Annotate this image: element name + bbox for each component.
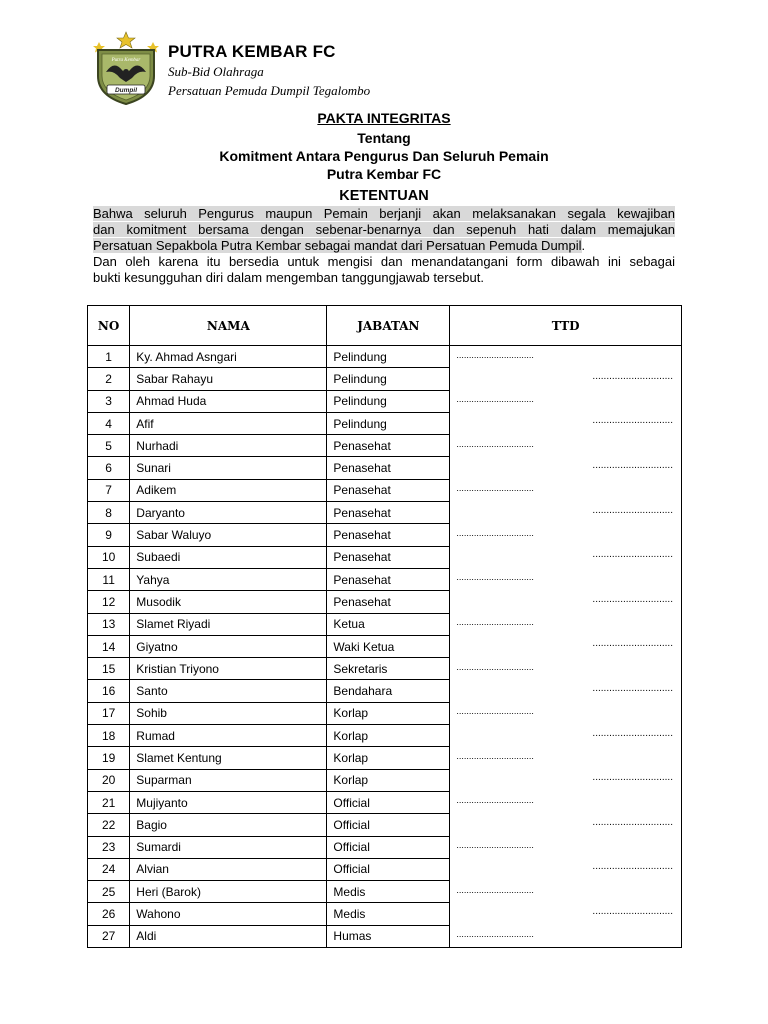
signature-line: ............................. bbox=[592, 459, 673, 471]
cell-no: 10 bbox=[88, 546, 130, 568]
cell-ttd[interactable] bbox=[450, 635, 682, 657]
cell-nama: Alvian bbox=[130, 858, 327, 880]
table-row bbox=[88, 412, 682, 434]
cell-jabatan: Penasehat bbox=[327, 591, 450, 613]
cell-no: 24 bbox=[88, 858, 130, 880]
cell-jabatan: Penasehat bbox=[327, 502, 450, 524]
cell-jabatan: Korlap bbox=[327, 702, 450, 724]
cell-no: 5 bbox=[88, 435, 130, 457]
cell-jabatan: Penasehat bbox=[327, 457, 450, 479]
cell-ttd[interactable] bbox=[450, 568, 682, 590]
paragraph-line: dan komitment bersama dengan sebenar-benarnya dan sepenuh hati dalam memajukan bbox=[93, 222, 675, 238]
cell-jabatan: Pelindung bbox=[327, 368, 450, 390]
cell-nama: Heri (Barok) bbox=[130, 881, 327, 903]
cell-nama: Subaedi bbox=[130, 546, 327, 568]
signature-line: ............................. bbox=[592, 682, 673, 694]
table-row bbox=[88, 479, 682, 501]
cell-jabatan: Bendahara bbox=[327, 680, 450, 702]
cell-ttd[interactable] bbox=[450, 881, 682, 903]
table-row bbox=[88, 591, 682, 613]
cell-no: 14 bbox=[88, 635, 130, 657]
table-row bbox=[88, 613, 682, 635]
table-row bbox=[88, 546, 682, 568]
cell-no: 19 bbox=[88, 747, 130, 769]
signature-line: ............................... bbox=[456, 438, 534, 449]
cell-jabatan: Pelindung bbox=[327, 412, 450, 434]
cell-jabatan: Penasehat bbox=[327, 479, 450, 501]
table-row bbox=[88, 858, 682, 880]
cell-no: 25 bbox=[88, 881, 130, 903]
table-row bbox=[88, 791, 682, 813]
header-nama: NAMA bbox=[130, 306, 327, 346]
cell-ttd[interactable] bbox=[450, 791, 682, 813]
table-row bbox=[88, 658, 682, 680]
table-row bbox=[88, 346, 682, 368]
signature-line: ............................. bbox=[592, 549, 673, 561]
cell-nama: Slamet Kentung bbox=[130, 747, 327, 769]
cell-jabatan: Official bbox=[327, 836, 450, 858]
cell-ttd[interactable] bbox=[450, 368, 682, 390]
cell-nama: Sabar Rahayu bbox=[130, 368, 327, 390]
header-no: NO bbox=[88, 306, 130, 346]
cell-no: 9 bbox=[88, 524, 130, 546]
cell-jabatan: Official bbox=[327, 814, 450, 836]
signature-line: ............................... bbox=[456, 706, 534, 717]
signature-line: ............................. bbox=[592, 415, 673, 427]
cell-nama: Suparman bbox=[130, 769, 327, 791]
table-row bbox=[88, 747, 682, 769]
paragraph-declaration bbox=[93, 254, 675, 286]
cell-no: 4 bbox=[88, 412, 130, 434]
org-subtitle-1: Sub-Bid Olahraga bbox=[168, 64, 264, 79]
cell-ttd[interactable] bbox=[450, 479, 682, 501]
cell-ttd[interactable] bbox=[450, 725, 682, 747]
cell-no: 18 bbox=[88, 725, 130, 747]
cell-jabatan: Korlap bbox=[327, 747, 450, 769]
doc-title: PAKTA INTEGRITAS bbox=[317, 110, 451, 126]
table-row bbox=[88, 457, 682, 479]
cell-ttd[interactable] bbox=[450, 747, 682, 769]
cell-jabatan: Humas bbox=[327, 925, 450, 947]
cell-jabatan: Ketua bbox=[327, 613, 450, 635]
cell-jabatan: Medis bbox=[327, 903, 450, 925]
org-subtitle-2: Persatuan Pemuda Dumpil Tegalombo bbox=[168, 83, 371, 98]
cell-jabatan: Pelindung bbox=[327, 346, 450, 368]
signature-line: ............................. bbox=[592, 504, 673, 516]
doc-subtitle-club: Putra Kembar FC bbox=[326, 166, 442, 182]
signature-line: ............................. bbox=[592, 370, 673, 382]
cell-no: 12 bbox=[88, 591, 130, 613]
cell-no: 2 bbox=[88, 368, 130, 390]
cell-no: 21 bbox=[88, 791, 130, 813]
table-row bbox=[88, 769, 682, 791]
cell-jabatan: Official bbox=[327, 858, 450, 880]
signature-line: ............................. bbox=[592, 772, 673, 784]
cell-nama: Slamet Riyadi bbox=[130, 613, 327, 635]
paragraph-line: Persatuan Sepakbola Putra Kembar sebagai mandat dari Persatuan Pemuda Dumpil. bbox=[93, 238, 586, 254]
cell-nama: Santo bbox=[130, 680, 327, 702]
cell-jabatan: Penasehat bbox=[327, 568, 450, 590]
cell-jabatan: Korlap bbox=[327, 725, 450, 747]
signature-line: ............................... bbox=[456, 483, 534, 494]
cell-nama: Giyatno bbox=[130, 635, 327, 657]
signature-line: ............................... bbox=[456, 394, 534, 405]
table-header-row bbox=[88, 306, 682, 346]
cell-nama: Ahmad Huda bbox=[130, 390, 327, 412]
cell-ttd[interactable] bbox=[450, 903, 682, 925]
cell-nama: Ky. Ahmad Asngari bbox=[130, 346, 327, 368]
cell-ttd[interactable] bbox=[450, 769, 682, 791]
table-row bbox=[88, 881, 682, 903]
signature-line: ............................. bbox=[592, 593, 673, 605]
signature-line: ............................... bbox=[456, 929, 534, 940]
signature-line: ............................. bbox=[592, 727, 673, 739]
table-row bbox=[88, 368, 682, 390]
cell-ttd[interactable] bbox=[450, 346, 682, 368]
signature-line: ............................... bbox=[456, 661, 534, 672]
cell-jabatan: Penasehat bbox=[327, 546, 450, 568]
table-row bbox=[88, 680, 682, 702]
cell-no: 11 bbox=[88, 568, 130, 590]
cell-no: 3 bbox=[88, 390, 130, 412]
cell-no: 20 bbox=[88, 769, 130, 791]
signature-line: ............................... bbox=[456, 795, 534, 806]
logo-text-top: Putra Kembar bbox=[111, 58, 141, 63]
cell-nama: Nurhadi bbox=[130, 435, 327, 457]
cell-nama: Yahya bbox=[130, 568, 327, 590]
cell-jabatan: Medis bbox=[327, 881, 450, 903]
cell-no: 13 bbox=[88, 613, 130, 635]
cell-nama: Adikem bbox=[130, 479, 327, 501]
logo-text-bottom: Dumpil bbox=[114, 87, 138, 94]
cell-nama: Sumardi bbox=[130, 836, 327, 858]
cell-nama: Rumad bbox=[130, 725, 327, 747]
cell-no: 16 bbox=[88, 680, 130, 702]
cell-nama: Aldi bbox=[130, 925, 327, 947]
cell-nama: Sunari bbox=[130, 457, 327, 479]
doc-subtitle-tentang: Tentang bbox=[357, 130, 411, 146]
cell-no: 15 bbox=[88, 658, 130, 680]
table-row bbox=[88, 702, 682, 724]
cell-nama: Bagio bbox=[130, 814, 327, 836]
header-ttd: TTD bbox=[450, 306, 682, 346]
cell-jabatan: Penasehat bbox=[327, 435, 450, 457]
table-row bbox=[88, 568, 682, 590]
cell-jabatan: Pelindung bbox=[327, 390, 450, 412]
signature-line: ............................. bbox=[592, 638, 673, 650]
cell-no: 7 bbox=[88, 479, 130, 501]
table-row bbox=[88, 390, 682, 412]
signature-line: ............................... bbox=[456, 617, 534, 628]
club-logo bbox=[92, 30, 160, 106]
paragraph-line: bukti kesungguhan diri dalam mengemban tanggungjawab tersebut. bbox=[93, 270, 484, 286]
cell-ttd[interactable] bbox=[450, 925, 682, 947]
org-name: PUTRA KEMBAR FC bbox=[168, 42, 336, 61]
signature-line: ............................... bbox=[456, 884, 534, 895]
paragraph-line: Dan oleh karena itu bersedia untuk mengisi dan menandatangani form dibawah ini sebagai bbox=[93, 254, 675, 269]
cell-ttd[interactable] bbox=[450, 814, 682, 836]
cell-no: 22 bbox=[88, 814, 130, 836]
table-row bbox=[88, 836, 682, 858]
cell-no: 1 bbox=[88, 346, 130, 368]
table-row bbox=[88, 502, 682, 524]
cell-jabatan: Penasehat bbox=[327, 524, 450, 546]
paragraph-commitment bbox=[93, 206, 675, 255]
table-row bbox=[88, 903, 682, 925]
cell-nama: Wahono bbox=[130, 903, 327, 925]
cell-no: 26 bbox=[88, 903, 130, 925]
signature-line: ............................... bbox=[456, 350, 534, 360]
table-row bbox=[88, 725, 682, 747]
cell-no: 23 bbox=[88, 836, 130, 858]
signature-line: ............................. bbox=[592, 905, 673, 917]
cell-nama: Sabar Waluyo bbox=[130, 524, 327, 546]
signature-line: ............................. bbox=[592, 816, 673, 828]
cell-ttd[interactable] bbox=[450, 435, 682, 457]
cell-no: 27 bbox=[88, 925, 130, 947]
signature-line: ............................... bbox=[456, 840, 534, 851]
cell-nama: Mujiyanto bbox=[130, 791, 327, 813]
table-row bbox=[88, 925, 682, 947]
signature-line: ............................... bbox=[456, 527, 534, 538]
cell-no: 17 bbox=[88, 702, 130, 724]
cell-nama: Musodik bbox=[130, 591, 327, 613]
cell-ttd[interactable] bbox=[450, 502, 682, 524]
table-row bbox=[88, 524, 682, 546]
header-jabatan: JABATAN bbox=[327, 306, 450, 346]
cell-ttd[interactable] bbox=[450, 658, 682, 680]
table-row bbox=[88, 435, 682, 457]
cell-ttd[interactable] bbox=[450, 680, 682, 702]
cell-ttd[interactable] bbox=[450, 457, 682, 479]
cell-nama: Afif bbox=[130, 412, 327, 434]
cell-ttd[interactable] bbox=[450, 613, 682, 635]
signature-line: ............................... bbox=[456, 572, 534, 583]
cell-ttd[interactable] bbox=[450, 412, 682, 434]
paragraph-line: Bahwa seluruh Pengurus maupun Pemain berjanji akan melaksanakan segala kewajiban bbox=[93, 206, 675, 221]
signature-table bbox=[87, 305, 682, 948]
cell-ttd[interactable] bbox=[450, 836, 682, 858]
cell-nama: Sohib bbox=[130, 702, 327, 724]
signature-line: ............................... bbox=[456, 750, 534, 761]
cell-no: 6 bbox=[88, 457, 130, 479]
cell-ttd[interactable] bbox=[450, 524, 682, 546]
signature-line: ............................. bbox=[592, 861, 673, 873]
cell-jabatan: Korlap bbox=[327, 769, 450, 791]
cell-ttd[interactable] bbox=[450, 546, 682, 568]
doc-subtitle-komitment: Komitment Antara Pengurus Dan Seluruh Pemain bbox=[219, 148, 549, 164]
cell-ttd[interactable] bbox=[450, 591, 682, 613]
cell-ttd[interactable] bbox=[450, 390, 682, 412]
cell-nama: Daryanto bbox=[130, 502, 327, 524]
section-heading-ketentuan: KETENTUAN bbox=[339, 188, 429, 204]
cell-jabatan: Official bbox=[327, 791, 450, 813]
cell-ttd[interactable] bbox=[450, 702, 682, 724]
cell-no: 8 bbox=[88, 502, 130, 524]
cell-jabatan: Sekretaris bbox=[327, 658, 450, 680]
cell-jabatan: Waki Ketua bbox=[327, 635, 450, 657]
table-row bbox=[88, 635, 682, 657]
cell-ttd[interactable] bbox=[450, 858, 682, 880]
cell-nama: Kristian Triyono bbox=[130, 658, 327, 680]
table-row bbox=[88, 814, 682, 836]
